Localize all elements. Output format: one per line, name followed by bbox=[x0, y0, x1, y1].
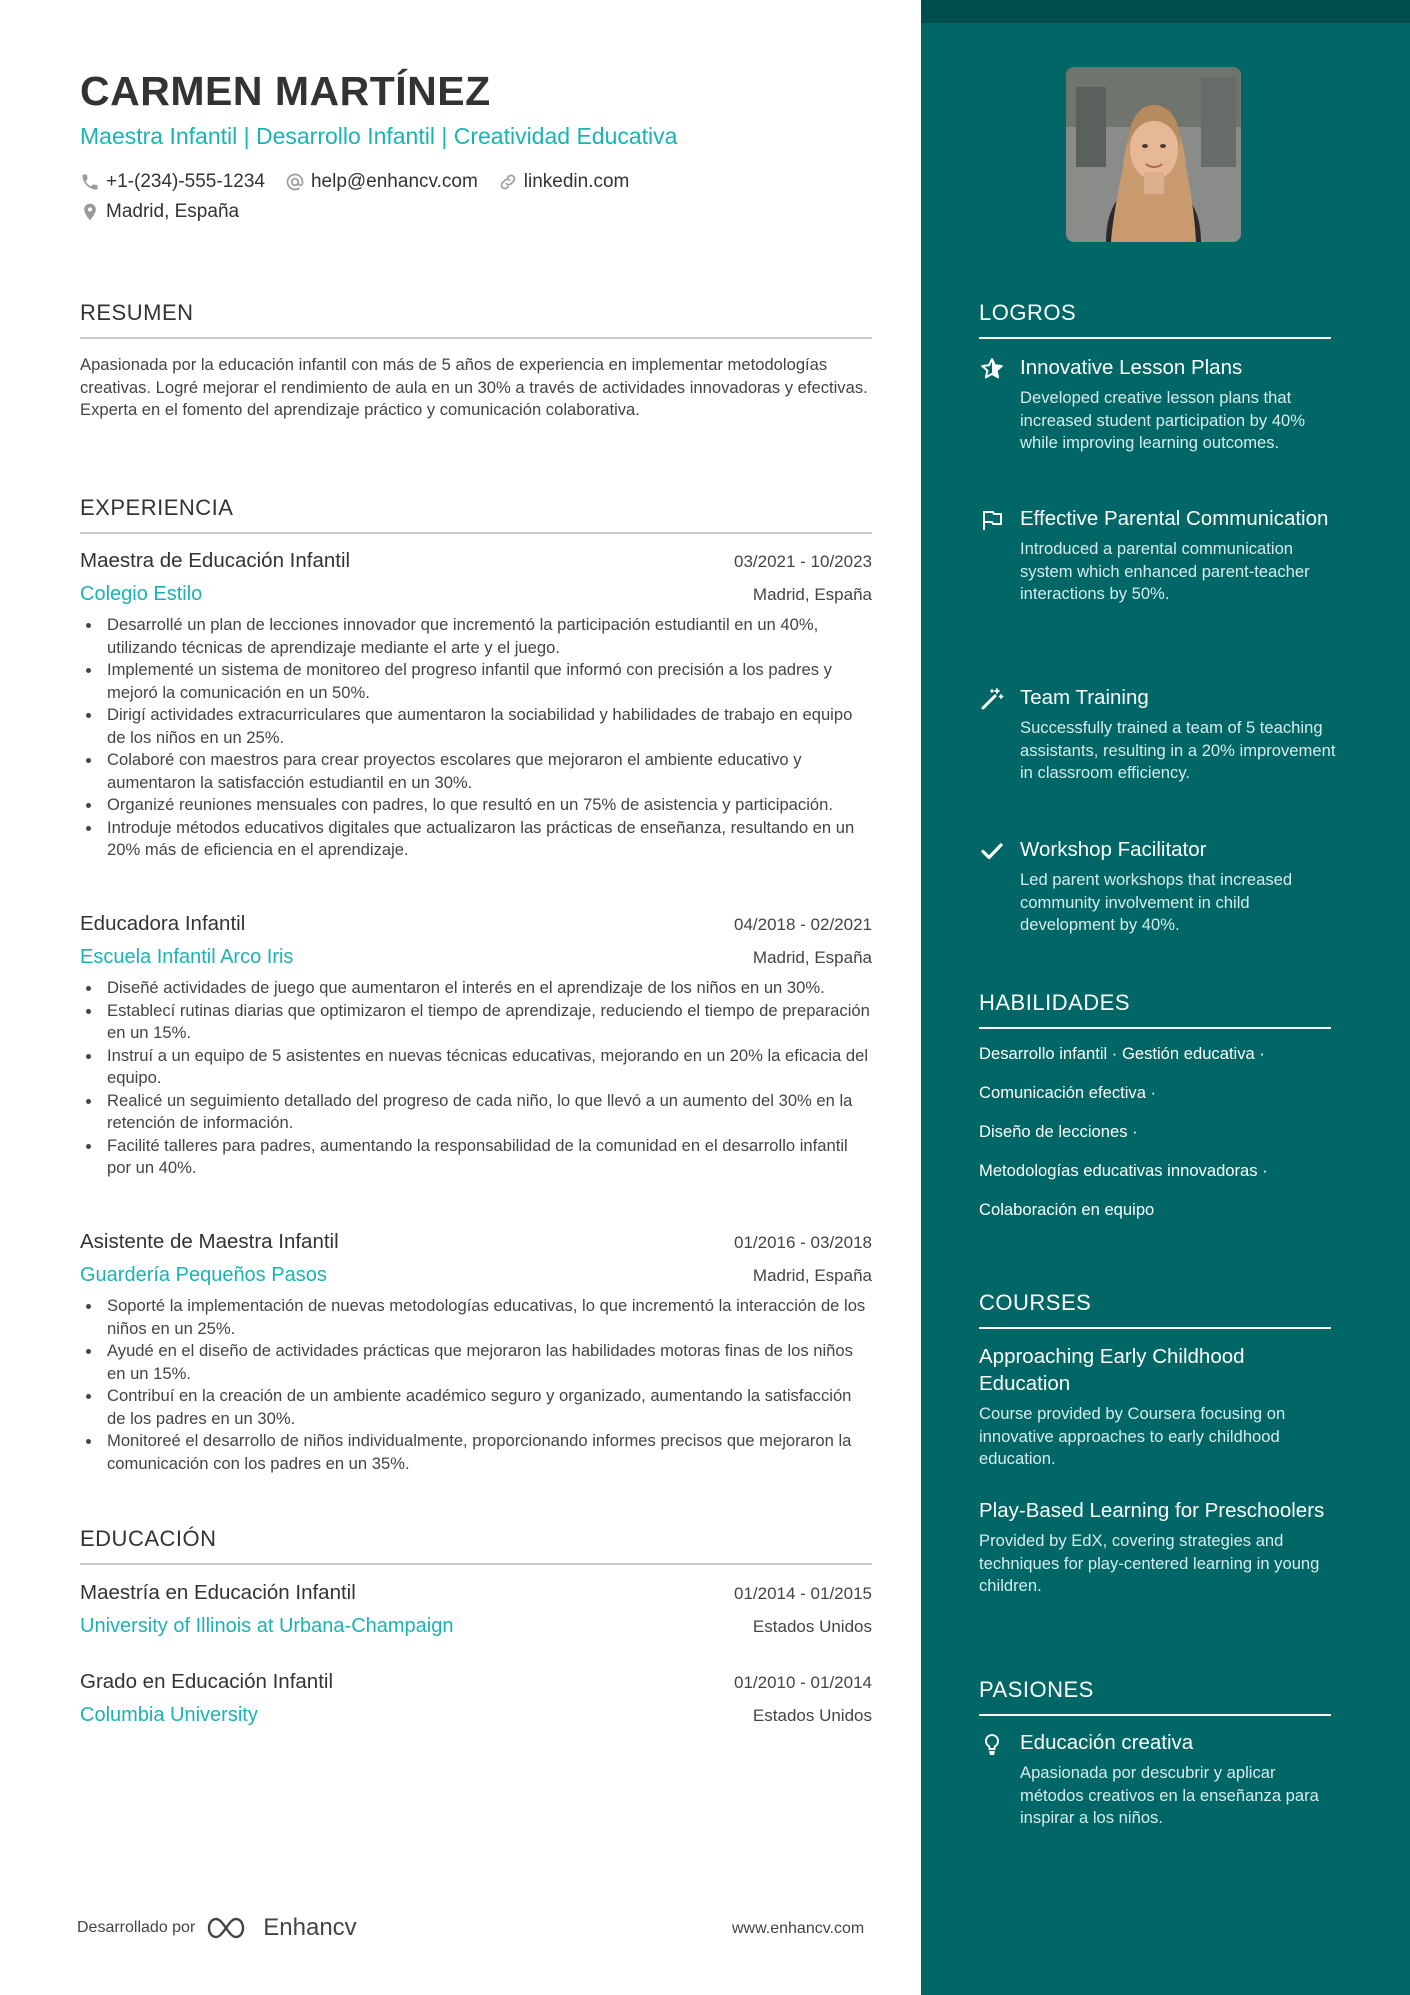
powered-by-text: Desarrollado por bbox=[77, 1919, 196, 1936]
school-location: Estados Unidos bbox=[752, 1617, 872, 1636]
bullet-item: Establecí rutinas diarias que optimizaron el tiempo de aprendizaje, reduciendo el tiempo de preparación en un 15%. bbox=[80, 1000, 872, 1045]
bullet-item: Desarrollé un plan de lecciones innovador que incrementó la participación estudiantil en un 40%, utilizando técnicas de aprendizaje mediante el arte y el juego. bbox=[80, 614, 872, 659]
degree-title: Maestría en Educación Infantil bbox=[80, 1581, 356, 1604]
job-entry bbox=[80, 912, 872, 1180]
passion-item bbox=[979, 1729, 1339, 1830]
email-contact[interactable] bbox=[285, 171, 478, 193]
courses-section-title: COURSES bbox=[979, 1290, 1331, 1329]
job-company: Escuela Infantil Arco Iris bbox=[80, 946, 294, 968]
degree-title: Grado en Educación Infantil bbox=[80, 1670, 333, 1693]
achievement-title: Workshop Facilitator bbox=[1020, 838, 1207, 861]
job-location: Madrid, España bbox=[752, 585, 872, 604]
job-bullets bbox=[80, 1295, 872, 1475]
job-entry bbox=[80, 549, 872, 862]
experience-section-title: EXPERIENCIA bbox=[80, 495, 872, 534]
skill-line: Desarrollo infantil · Gestión educativa · bbox=[979, 1044, 1265, 1063]
location-text: Madrid, España bbox=[106, 201, 240, 222]
job-dates: 04/2018 - 02/2021 bbox=[733, 915, 872, 934]
course-description: Course provided by Coursera focusing on innovative approaches to early childhood education. bbox=[979, 1404, 1286, 1468]
achievement-item bbox=[979, 684, 1339, 785]
bullet-item: Soporté la implementación de nuevas metodologías educativas, lo que incrementó la interacción de los niños en un 25%. bbox=[80, 1295, 872, 1340]
linkedin-contact[interactable] bbox=[498, 171, 630, 193]
sidebar bbox=[921, 0, 1410, 1995]
bullet-item: Dirigí actividades extracurriculares que aumentaron la sociabilidad y habilidades de trabajo en equipo de los niños en un 25%. bbox=[80, 704, 872, 749]
bullet-item: Implementé un sistema de monitoreo del progreso infantil que informó con precisión a los padres y mejoró la comunicación en un 50%. bbox=[80, 659, 872, 704]
job-title: Maestra de Educación Infantil bbox=[80, 549, 351, 572]
bullet-item: Contribuí en la creación de un ambiente académico seguro y organizado, aumentando la satisfacción de los padres en un 30%. bbox=[80, 1385, 872, 1430]
job-dates: 01/2016 - 03/2018 bbox=[733, 1233, 872, 1252]
achievement-description: Successfully trained a team of 5 teaching assistants, resulting in a 20% improvement in classroom efficiency. bbox=[1020, 718, 1336, 782]
passion-title: Educación creativa bbox=[1020, 1731, 1194, 1754]
enhancv-logo-icon bbox=[207, 1913, 255, 1943]
phone-contact[interactable] bbox=[80, 171, 265, 193]
achievement-item bbox=[979, 505, 1339, 606]
course-item bbox=[979, 1497, 1339, 1598]
achievement-item bbox=[979, 354, 1339, 455]
job-entry bbox=[80, 1230, 872, 1475]
summary-text: Apasionada por la educación infantil con más de 5 años de experiencia en implementar metodologías creativas. Logré mejorar el rendimiento de aula en un 30% a través de actividades innovadoras y efectivas. Experta en el fomento del aprendizaje práctico y comunicación colaborativa. bbox=[80, 355, 868, 419]
education-entry bbox=[80, 1670, 872, 1734]
sidebar-top-bar bbox=[921, 0, 1410, 23]
course-title: Play-Based Learning for Preschoolers bbox=[979, 1499, 1325, 1522]
school-location: Estados Unidos bbox=[752, 1706, 872, 1725]
footer-branding bbox=[77, 1913, 357, 1943]
bullet-item: Realicé un seguimiento detallado del progreso de cada niño, lo que llevó a un aumento del 30% en la retención de información. bbox=[80, 1090, 872, 1135]
job-title: Educadora Infantil bbox=[80, 912, 246, 935]
course-description: Provided by EdX, covering strategies and techniques for play-centered learning in young children. bbox=[979, 1531, 1320, 1595]
skill-line: Colaboración en equipo bbox=[979, 1200, 1155, 1219]
footer-website[interactable]: www.enhancv.com bbox=[732, 1920, 865, 1937]
linkedin-text: linkedin.com bbox=[523, 171, 630, 192]
degree-dates: 01/2010 - 01/2014 bbox=[733, 1673, 872, 1692]
school-name: Columbia University bbox=[80, 1704, 258, 1726]
skills-section-title: HABILIDADES bbox=[979, 990, 1331, 1029]
course-item bbox=[979, 1343, 1339, 1471]
achievement-title: Innovative Lesson Plans bbox=[1020, 356, 1243, 379]
star-icon bbox=[980, 357, 1004, 381]
job-bullets bbox=[80, 614, 872, 862]
education-entry bbox=[80, 1581, 872, 1645]
profile-photo-illustration bbox=[1066, 67, 1241, 242]
contact-row bbox=[80, 170, 649, 194]
passion-description: Apasionada por descubrir y aplicar métodos creativos en la enseñanza para inspirar a los niños. bbox=[1020, 1763, 1319, 1827]
contact-row bbox=[80, 200, 649, 224]
candidate-tagline: Maestra Infantil | Desarrollo Infantil | Creatividad Educativa bbox=[80, 123, 678, 149]
education-section-title: EDUCACIÓN bbox=[80, 1526, 872, 1565]
phone-text: +1-(234)-555-1234 bbox=[106, 171, 265, 192]
checkmark-icon bbox=[980, 839, 1004, 863]
school-name: University of Illinois at Urbana-Champaign bbox=[80, 1615, 454, 1637]
achievement-item bbox=[979, 836, 1339, 937]
phone-icon bbox=[80, 172, 100, 192]
bullet-item: Monitoreé el desarrollo de niños individualmente, proporcionando informes precisos que mejoraron la comunicación con los padres en un 35%. bbox=[80, 1430, 872, 1475]
job-bullets bbox=[80, 977, 872, 1180]
bullet-item: Facilité talleres para padres, aumentando la responsabilidad de la comunidad en el desarrollo infantil por un 40%. bbox=[80, 1135, 872, 1180]
job-location: Madrid, España bbox=[752, 1266, 872, 1285]
candidate-name: CARMEN MARTÍNEZ bbox=[80, 68, 491, 114]
email-text: help@enhancv.com bbox=[310, 171, 478, 192]
profile-photo bbox=[1066, 67, 1241, 242]
job-company: Guardería Pequeños Pasos bbox=[80, 1264, 327, 1286]
at-icon bbox=[285, 172, 305, 192]
passions-section-title: PASIONES bbox=[979, 1677, 1331, 1716]
skill-line: Metodologías educativas innovadoras · bbox=[979, 1161, 1268, 1180]
job-location: Madrid, España bbox=[752, 948, 872, 967]
job-title: Asistente de Maestra Infantil bbox=[80, 1230, 339, 1253]
link-icon bbox=[498, 172, 518, 192]
achievement-title: Team Training bbox=[1020, 686, 1149, 709]
job-dates: 03/2021 - 10/2023 bbox=[733, 552, 872, 571]
achievement-description: Introduced a parental communication system which enhanced parent-teacher interactions by 50%. bbox=[1020, 539, 1310, 603]
job-company: Colegio Estilo bbox=[80, 583, 203, 605]
achievement-description: Developed creative lesson plans that increased student participation by 40% while improving learning outcomes. bbox=[1020, 388, 1306, 452]
flag-icon bbox=[980, 508, 1004, 532]
summary-section-title: RESUMEN bbox=[80, 300, 872, 339]
location-contact bbox=[80, 201, 239, 223]
skill-line: Diseño de lecciones · bbox=[979, 1122, 1138, 1141]
achievements-section-title: LOGROS bbox=[979, 300, 1331, 339]
degree-dates: 01/2014 - 01/2015 bbox=[733, 1584, 872, 1603]
bullet-item: Introduje métodos educativos digitales que actualizaron las prácticas de enseñanza, resultando en un 20% más de eficiencia en el aprendizaje. bbox=[80, 817, 872, 862]
contact-info bbox=[80, 170, 649, 230]
skill-line: Comunicación efectiva · bbox=[979, 1083, 1157, 1102]
bullet-item: Ayudé en el diseño de actividades prácticas que mejoraron las habilidades motoras finas de los niños en un 15%. bbox=[80, 1340, 872, 1385]
achievement-description: Led parent workshops that increased community involvement in child development by 40%. bbox=[1020, 870, 1293, 934]
achievement-title: Effective Parental Communication bbox=[1020, 507, 1329, 530]
bullet-item: Colaboré con maestros para crear proyectos escolares que mejoraron el ambiente educativo y aumentaron la satisfacción estudiantil en un 30%. bbox=[80, 749, 872, 794]
magic-wand-icon bbox=[980, 687, 1004, 711]
bullet-item: Organizé reuniones mensuales con padres, lo que resultó en un 75% de asistencia y participación. bbox=[80, 794, 872, 817]
bullet-item: Instruí a un equipo de 5 asistentes en nuevas técnicas educativas, mejorando en un 20% la eficacia del equipo. bbox=[80, 1045, 872, 1090]
location-pin-icon bbox=[80, 202, 100, 222]
course-title: Approaching Early Childhood Education bbox=[979, 1345, 1245, 1395]
brand-name: Enhancv bbox=[263, 1914, 357, 1941]
lightbulb-icon bbox=[980, 1732, 1004, 1756]
bullet-item: Diseñé actividades de juego que aumentaron el interés en el aprendizaje de los niños en un 30%. bbox=[80, 977, 872, 1000]
